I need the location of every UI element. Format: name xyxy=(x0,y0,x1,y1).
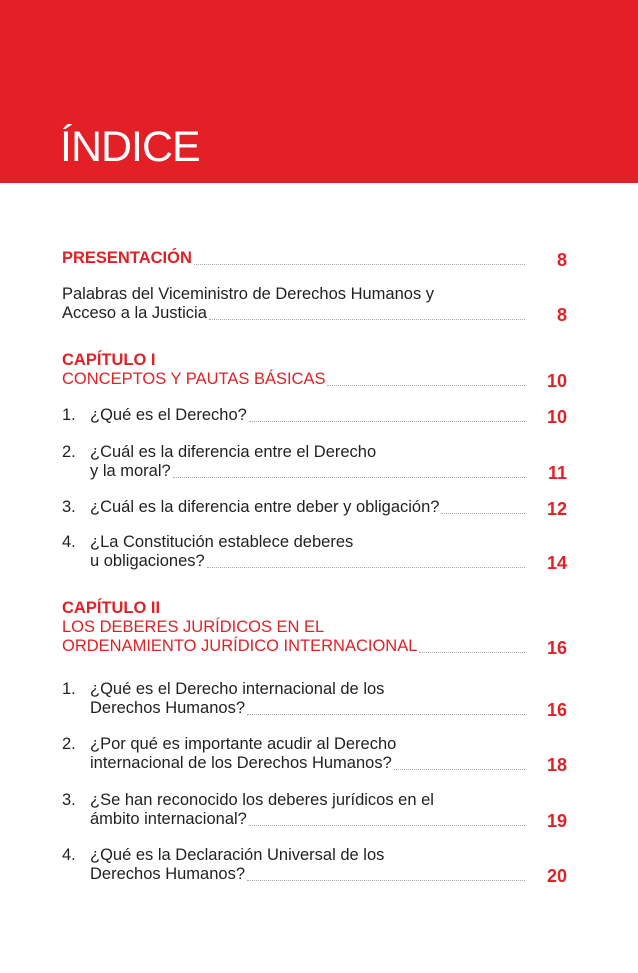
dot-leader xyxy=(419,651,525,653)
toc-entry-label: Derechos Humanos? xyxy=(90,699,245,717)
chapter-title: LOS DEBERES JURÍDICOS EN EL xyxy=(62,618,325,636)
item-number: 4. xyxy=(62,846,76,864)
toc-entry-palabras[interactable] xyxy=(62,285,567,323)
dot-leader xyxy=(247,713,525,715)
toc-entry-label: internacional de los Derechos Humanos? xyxy=(90,754,392,772)
toc-entry-label: ámbito internacional? xyxy=(90,810,247,828)
dot-leader xyxy=(247,879,525,881)
dot-leader xyxy=(249,824,525,826)
toc-entry-label: ¿Por qué es importante acudir al Derecho xyxy=(90,735,397,753)
toc-entry-label: u obligaciones? xyxy=(90,552,205,570)
toc-entry-label: ¿Cuál es la diferencia entre el Derecho xyxy=(90,443,377,461)
toc-entry-label: ¿Qué es la Declaración Universal de los xyxy=(90,846,385,864)
toc-entry-cap1-item4[interactable] xyxy=(62,533,567,571)
dot-leader xyxy=(209,318,525,320)
toc-page-number: 12 xyxy=(546,499,567,519)
item-number: 3. xyxy=(62,791,76,809)
toc-entry-cap2-item2[interactable] xyxy=(62,735,567,773)
toc-page-number: 20 xyxy=(546,866,567,886)
toc-entry-label: ¿Qué es el Derecho internacional de los xyxy=(90,680,385,698)
chapter-1-heading[interactable] xyxy=(62,351,567,389)
item-number: 1. xyxy=(62,406,76,424)
toc-page-number: 10 xyxy=(546,371,567,391)
toc-page-number: 16 xyxy=(546,638,567,658)
toc-entry-presentacion[interactable] xyxy=(62,249,567,268)
chapter-label: CAPÍTULO I xyxy=(62,351,156,369)
toc-page-number: 11 xyxy=(547,463,567,483)
dot-leader xyxy=(394,768,525,770)
item-number: 2. xyxy=(62,735,76,753)
toc-page-number: 19 xyxy=(546,811,567,831)
item-number: 1. xyxy=(62,680,76,698)
toc-entry-cap2-item1[interactable] xyxy=(62,680,567,718)
item-number: 2. xyxy=(62,443,76,461)
toc-entry-label: Derechos Humanos? xyxy=(90,865,245,883)
toc-page-number: 10 xyxy=(546,407,567,427)
toc-page-number: 8 xyxy=(556,305,567,325)
dot-leader xyxy=(249,420,525,422)
chapter-title: ORDENAMIENTO JURÍDICO INTERNACIONAL xyxy=(62,637,418,655)
dot-leader xyxy=(173,476,525,478)
toc-entry-cap1-item2[interactable] xyxy=(62,443,567,481)
toc-entry-cap2-item4[interactable] xyxy=(62,846,567,884)
dot-leader xyxy=(194,263,525,265)
chapter-label: CAPÍTULO II xyxy=(62,599,161,617)
chapter-2-heading[interactable] xyxy=(62,599,567,656)
dot-leader xyxy=(207,566,525,568)
toc-entry-cap1-item3[interactable] xyxy=(62,498,567,517)
header-band xyxy=(0,0,638,183)
toc-entry-label: ¿Qué es el Derecho? xyxy=(90,406,247,424)
chapter-title: CONCEPTOS Y PAUTAS BÁSICAS xyxy=(62,370,326,388)
toc-entry-label: PRESENTACIÓN xyxy=(62,249,192,267)
toc-entry-cap2-item3[interactable] xyxy=(62,791,567,829)
toc-page-number: 16 xyxy=(546,700,567,720)
item-number: 3. xyxy=(62,498,76,516)
item-number: 4. xyxy=(62,533,76,551)
toc-entry-label: ¿Cuál es la diferencia entre deber y obligación? xyxy=(90,498,440,516)
dot-leader xyxy=(327,384,525,386)
toc-entry-label: Palabras del Viceministro de Derechos Humanos y xyxy=(62,285,435,303)
dot-leader xyxy=(441,512,525,514)
page-title: ÍNDICE xyxy=(60,123,200,171)
toc-page-number: 8 xyxy=(556,250,567,270)
toc-entry-label: ¿La Constitución establece deberes xyxy=(90,533,354,551)
toc-page-number: 14 xyxy=(546,553,567,573)
toc-entry-cap1-item1[interactable] xyxy=(62,406,567,425)
toc-page-number: 18 xyxy=(546,755,567,775)
toc-entry-label: y la moral? xyxy=(90,462,171,480)
toc-entry-label: Acceso a la Justicia xyxy=(62,304,207,322)
toc-entry-label: ¿Se han reconocido los deberes jurídicos en el xyxy=(90,791,434,809)
